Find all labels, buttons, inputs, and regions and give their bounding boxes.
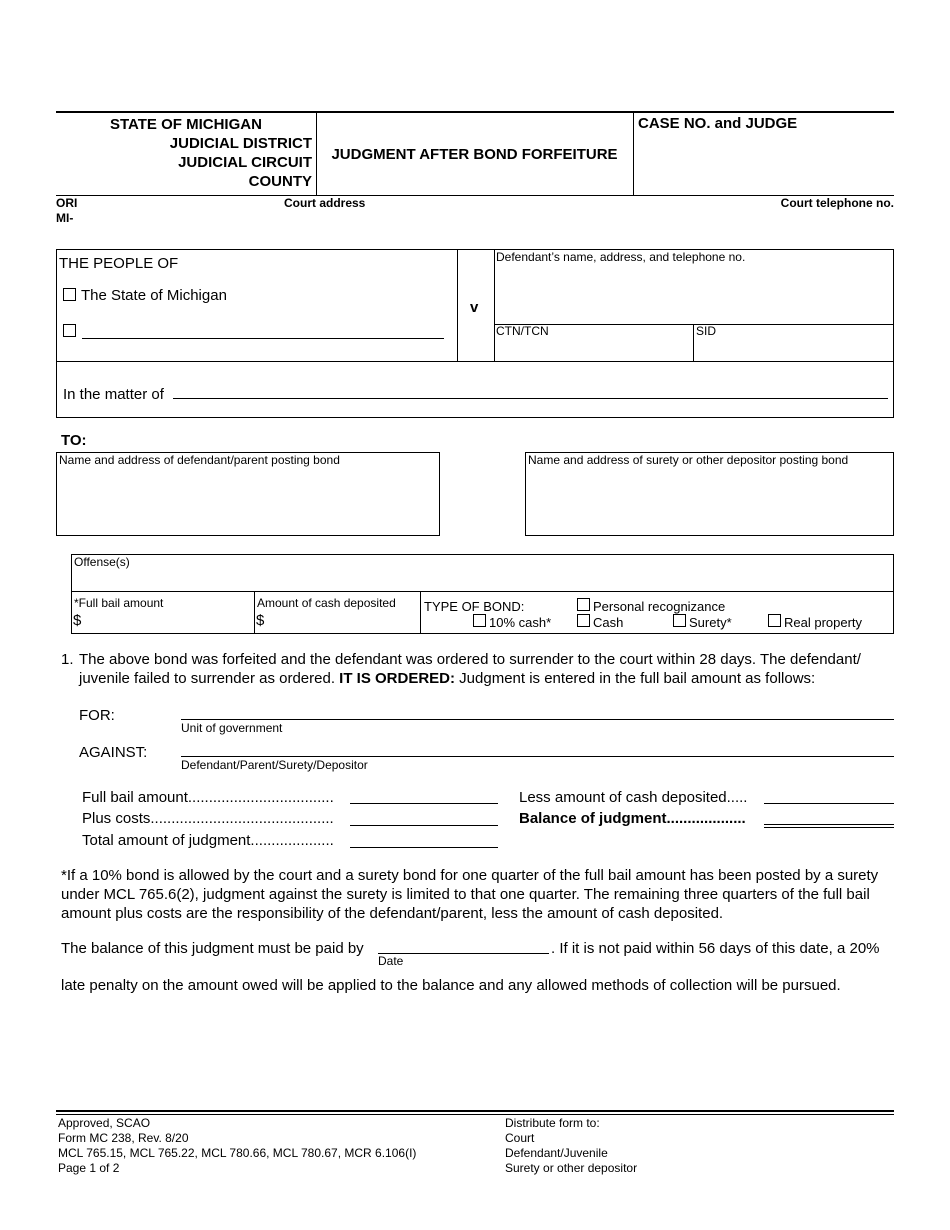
cash-label: Cash: [593, 615, 624, 630]
distribute-defendant: Defendant/Juvenile: [505, 1146, 608, 1160]
full-bail-amount-label: Full bail amount...................................: [82, 789, 334, 806]
approved-label: Approved, SCAO: [58, 1116, 151, 1130]
defendant-info-label: Defendant’s name, address, and telephone no.: [496, 250, 746, 264]
for-caption: Unit of government: [181, 721, 283, 735]
footer-right: [505, 1116, 637, 1176]
for-line[interactable]: [181, 719, 894, 720]
circuit-label: JUDICIAL CIRCUIT: [178, 154, 312, 171]
footer-rule-thick: [56, 1110, 894, 1112]
less-cash-line[interactable]: [764, 803, 894, 804]
balance-line[interactable]: [764, 824, 894, 825]
mcl-references: MCL 765.15, MCL 765.22, MCL 780.66, MCL 780.67, MCR 6.106(I): [58, 1146, 417, 1160]
mi-label: MI-: [56, 211, 74, 225]
parties-bottom-rule: [56, 361, 894, 362]
offenses-label: Offense(s): [74, 555, 130, 569]
ten-percent-cash-label: 10% cash*: [489, 615, 552, 630]
people-of-label: THE PEOPLE OF: [59, 255, 179, 272]
surety-note-line-2: under MCL 765.6(2), judgment against the surety is limited to that one quarter. The remaining three quarters of the full bail: [61, 886, 870, 903]
to-label: TO:: [61, 432, 87, 449]
total-judgment-label: Total amount of judgment....................: [82, 832, 334, 849]
versus-label: v: [470, 299, 479, 316]
parties-divider-right: [494, 249, 495, 362]
full-bail-dollar: $: [73, 612, 82, 629]
other-party-line[interactable]: [82, 338, 444, 339]
state-of-michigan-label: The State of Michigan: [81, 287, 227, 304]
header-divider-right: [633, 112, 634, 196]
case-no-label: CASE NO. and JUDGE: [638, 115, 798, 132]
surety-note-line-3: amount plus costs are the responsibility of the defendant/parent, less the amount of cash deposited.: [61, 905, 724, 922]
ctn-tcn-label: CTN/TCN: [496, 324, 549, 338]
pay-by-date-line[interactable]: [378, 953, 549, 954]
personal-recognizance-checkbox[interactable]: [577, 598, 590, 611]
ctn-sid-divider: [693, 324, 694, 362]
surety-note: [61, 866, 878, 923]
form-title: JUDGMENT AFTER BOND FORFEITURE: [331, 146, 618, 163]
against-caption: Defendant/Parent/Surety/Depositor: [181, 758, 368, 772]
against-label: AGAINST:: [79, 744, 148, 761]
county-label: COUNTY: [248, 173, 312, 190]
real-property-checkbox[interactable]: [768, 614, 781, 627]
surety-note-line-1: *If a 10% bond is allowed by the court and a surety bond for one quarter of the full bail amount has been posted by a surety: [61, 867, 879, 884]
order-line-1: The above bond was forfeited and the defendant was ordered to surrender to the court within 28 days. The defendant/: [79, 651, 861, 668]
full-bail-amount-line[interactable]: [350, 803, 498, 804]
surety-posting-label: Name and address of surety or other depositor posting bond: [528, 453, 849, 467]
order-line-2: [79, 670, 815, 687]
sid-label: SID: [696, 324, 717, 338]
cash-deposited-dollar: $: [256, 612, 265, 629]
type-of-bond-label: TYPE OF BOND:: [424, 599, 525, 614]
header-top-rule: [56, 111, 894, 113]
state-label: STATE OF MICHIGAN: [110, 116, 262, 133]
real-property-label: Real property: [784, 615, 863, 630]
order-line-2-rest: Judgment is entered in the full bail amount as follows:: [459, 670, 816, 687]
less-cash-label: Less amount of cash deposited.....: [519, 789, 748, 806]
order-number: 1.: [61, 651, 74, 668]
for-label: FOR:: [79, 707, 115, 724]
pay-by-rest: . If it is not paid within 56 days of this date, a 20%: [551, 940, 880, 957]
cash-deposited-label: Amount of cash deposited: [257, 596, 396, 610]
defendant-posting-label: Name and address of defendant/parent posting bond: [59, 453, 340, 467]
footer-left: [58, 1116, 416, 1176]
total-judgment-line[interactable]: [350, 847, 498, 848]
balance-label: Balance of judgment...................: [519, 810, 746, 827]
pay-by-label: The balance of this judgment must be paid by: [61, 940, 364, 957]
court-phone-label: Court telephone no.: [780, 196, 894, 210]
defendant-inner-rule: [494, 324, 894, 325]
court-jurisdiction: [60, 115, 312, 191]
bond-table-mid-rule: [71, 591, 894, 592]
distribute-label: Distribute form to:: [505, 1116, 600, 1130]
surety-label: Surety*: [689, 615, 732, 630]
matter-of-label: In the matter of: [63, 386, 164, 403]
late-penalty-text: late penalty on the amount owed will be applied to the balance and any allowed methods of collection will be pursued.: [61, 977, 841, 994]
cash-checkbox[interactable]: [577, 614, 590, 627]
parties-divider-left: [457, 249, 458, 362]
parties-box: [56, 249, 894, 418]
other-party-checkbox[interactable]: [63, 324, 76, 337]
full-bail-label: *Full bail amount: [74, 596, 164, 610]
plus-costs-label: Plus costs............................................: [82, 810, 334, 827]
distribute-surety: Surety or other depositor: [505, 1161, 638, 1175]
court-address-label: Court address: [284, 196, 366, 210]
district-label: JUDICIAL DISTRICT: [169, 135, 312, 152]
ori-label: ORI: [56, 196, 78, 210]
personal-recognizance-label: Personal recognizance: [593, 599, 726, 614]
against-line[interactable]: [181, 756, 894, 757]
it-is-ordered: IT IS ORDERED:: [339, 670, 455, 687]
page-number: Page 1 of 2: [58, 1161, 120, 1175]
ten-percent-cash-checkbox[interactable]: [473, 614, 486, 627]
matter-of-line[interactable]: [173, 398, 888, 399]
distribute-court: Court: [505, 1131, 535, 1145]
order-line-2-text: juvenile failed to surrender as ordered.: [79, 670, 335, 687]
balance-double-line: [764, 827, 894, 828]
bond-col-divider-1: [254, 591, 255, 634]
footer-rule-thin: [56, 1114, 894, 1115]
state-of-michigan-checkbox[interactable]: [63, 288, 76, 301]
surety-checkbox[interactable]: [673, 614, 686, 627]
form-number: Form MC 238, Rev. 8/20: [58, 1131, 189, 1145]
bond-col-divider-2: [420, 591, 421, 634]
plus-costs-line[interactable]: [350, 825, 498, 826]
date-caption: Date: [378, 954, 404, 968]
